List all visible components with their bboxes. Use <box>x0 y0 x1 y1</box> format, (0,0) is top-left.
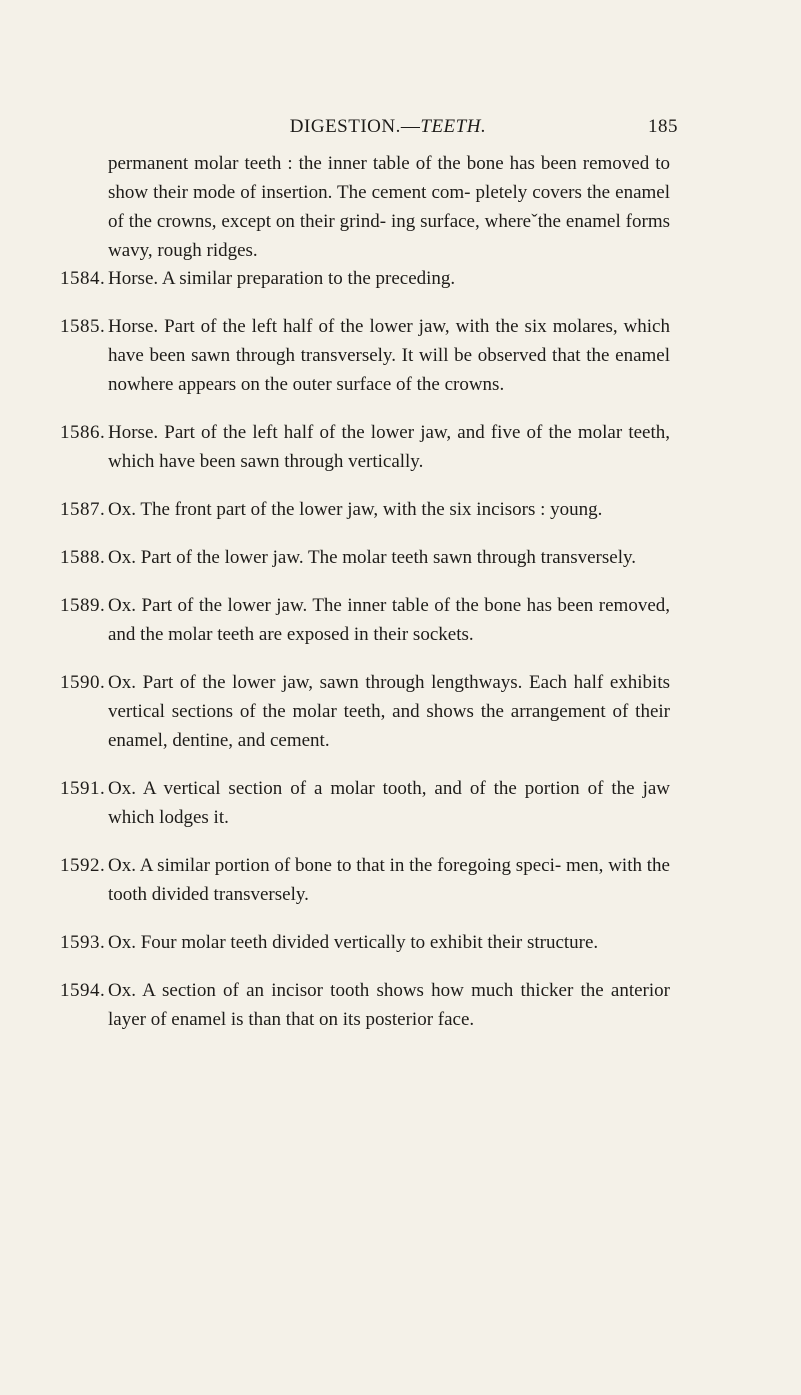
running-title-sub: TEETH. <box>420 116 487 137</box>
catalogue-entry <box>60 928 670 957</box>
entry-number: 1594. <box>60 980 106 1001</box>
entry-text: Ox. A vertical section of a molar tooth, and of the portion of the jaw which lodges it. <box>108 778 670 828</box>
entry-number: 1584. <box>60 268 106 289</box>
entry-text: Ox. A section of an incisor tooth shows how much thicker the anterior layer of enamel is than that on its posterior face. <box>108 980 670 1030</box>
catalogue-entry <box>60 312 670 399</box>
continuation-paragraph: permanent molar teeth : the inner table of the bone has been removed to show their mode of insertion. The cement com- pletely covers the enamel of the crowns, except on their grind- ing surface, whereˇthe enamel forms wavy, rough ridges. <box>108 153 670 261</box>
catalogue-entry <box>60 418 670 476</box>
entry-text: Ox. Part of the lower jaw. The inner table of the bone has been removed, and the molar teeth are exposed in their sockets. <box>108 595 670 645</box>
entry-number: 1585. <box>60 316 106 337</box>
catalogue-entry <box>60 543 670 572</box>
catalogue-entry <box>60 774 670 832</box>
entry-number: 1586. <box>60 422 106 443</box>
entry-number: 1588. <box>60 547 106 568</box>
entry-text: Ox. Four molar teeth divided vertically to exhibit their structure. <box>108 932 599 953</box>
running-head <box>98 116 678 142</box>
running-title <box>98 116 678 138</box>
entry-text: Horse. Part of the left half of the lower jaw, and five of the molar teeth, which have been sawn through vertically. <box>108 422 670 472</box>
catalogue-entry <box>60 668 670 755</box>
catalogue-entry <box>60 976 670 1034</box>
catalogue-entry <box>60 264 670 293</box>
running-title-main: DIGESTION.— <box>289 116 421 137</box>
catalogue-entry <box>60 851 670 909</box>
entry-text: Ox. A similar portion of bone to that in the foregoing speci- men, with the tooth divided transversely. <box>108 855 670 905</box>
catalogue-entries <box>60 264 670 1053</box>
entry-number: 1587. <box>60 499 106 520</box>
catalogue-entry <box>60 495 670 524</box>
entry-number: 1592. <box>60 855 106 876</box>
entry-text: Horse. Part of the left half of the lower jaw, with the six molares, which have been sawn through transversely. It will be observed that the enamel nowhere appears on the outer surface of the crowns. <box>108 316 670 395</box>
entry-text: Horse. A similar preparation to the preceding. <box>108 268 456 289</box>
entry-text: Ox. Part of the lower jaw. The molar teeth sawn through transversely. <box>108 547 636 568</box>
entry-number: 1589. <box>60 595 106 616</box>
entry-text: Ox. The front part of the lower jaw, with the six incisors : young. <box>108 499 603 520</box>
page-number: 185 <box>648 116 678 137</box>
entry-text: Ox. Part of the lower jaw, sawn through lengthways. Each half exhibits vertical sections of the molar teeth, and shows the arrangement of their enamel, dentine, and cement. <box>108 672 670 751</box>
entry-number: 1590. <box>60 672 106 693</box>
entry-number: 1593. <box>60 932 106 953</box>
catalogue-entry <box>60 591 670 649</box>
entry-number: 1591. <box>60 778 106 799</box>
